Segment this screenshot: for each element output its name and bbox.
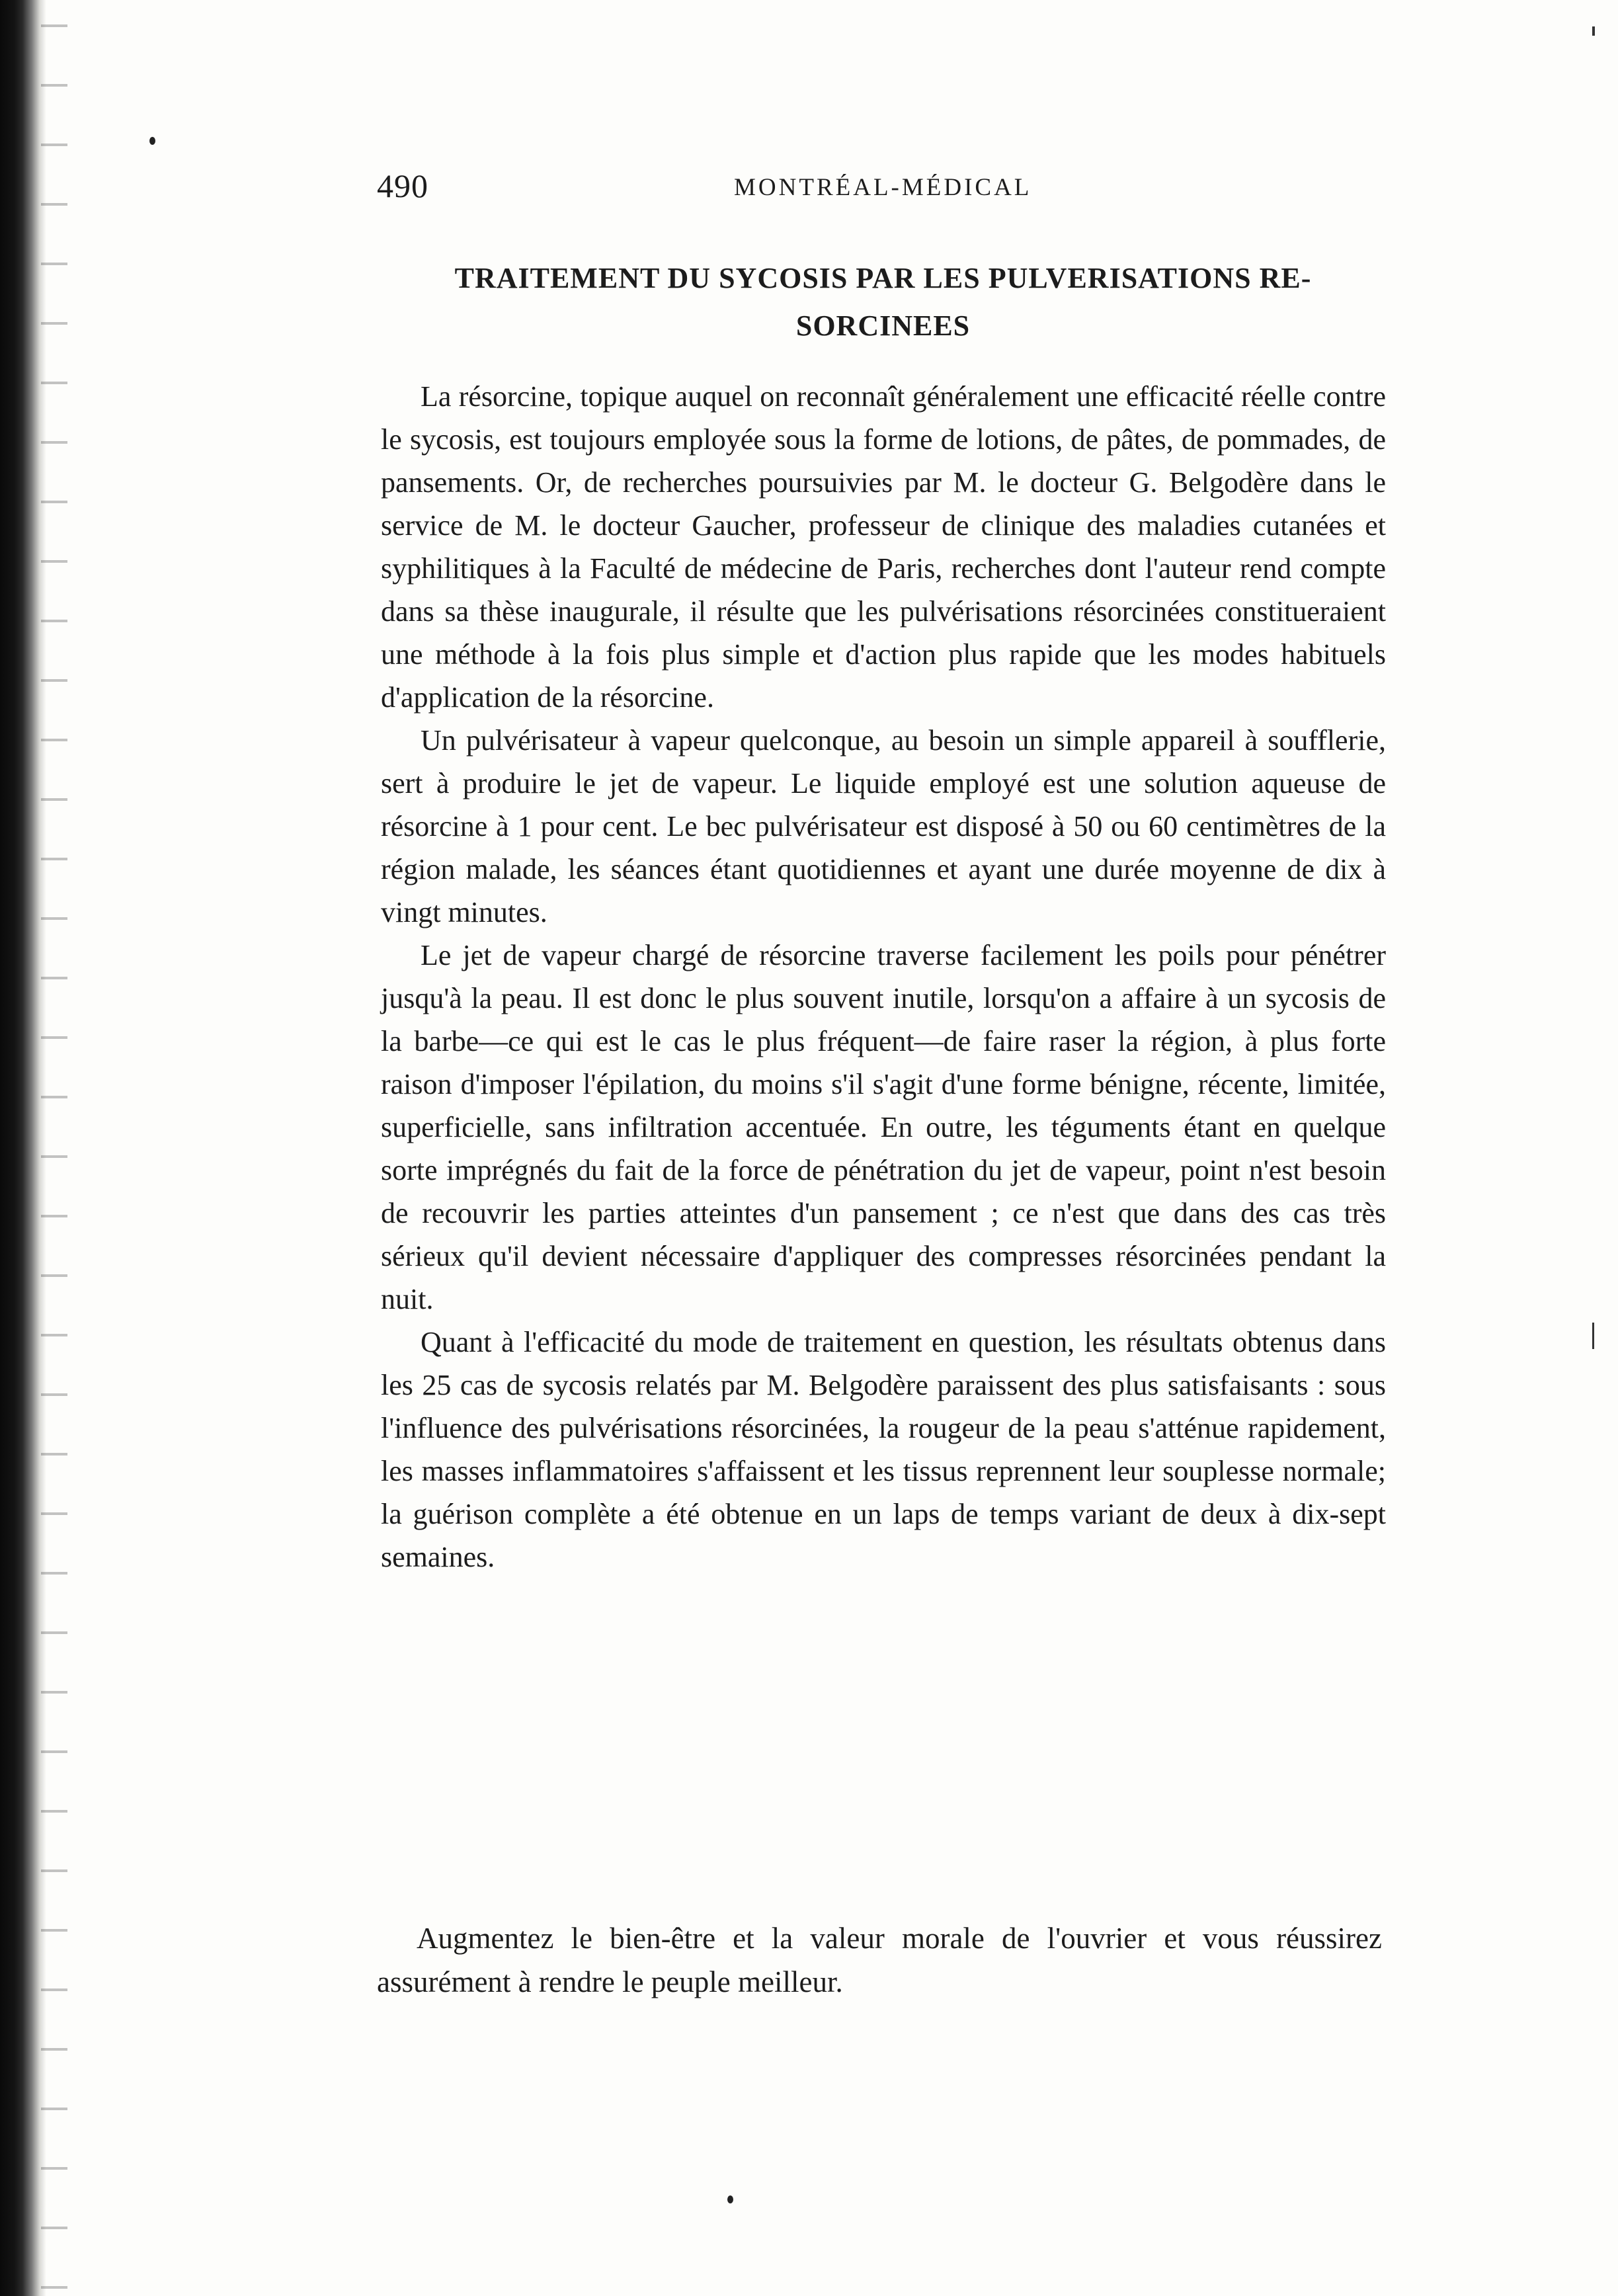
binding-speckle	[41, 0, 67, 2296]
margin-dot	[727, 2195, 733, 2203]
footer-quote	[377, 1916, 1382, 2004]
running-head: MONTRÉAL-MÉDICAL	[734, 174, 1032, 201]
margin-mark	[1592, 26, 1595, 36]
margin-dot	[149, 137, 155, 145]
article-body	[381, 375, 1386, 1578]
page-header	[377, 167, 1045, 213]
article-title	[382, 255, 1384, 350]
paragraph: Le jet de vapeur chargé de résorcine traverse facilement les poils pour pénétrer jusqu'à la peau. Il est donc le plus souvent inutile, lorsqu'on a affaire à un sycosis de la barbe—ce qui est le cas le plus fréquent—de faire raser la région, à plus forte raison d'imposer l'épilation, du moins s'il s'agit d'une forme bénigne, récente, limitée, superficielle, sans infiltration accentuée. En outre, les téguments étant en quelque sorte imprégnés du fait de la force de pénétration du jet de vapeur, point n'est besoin de recouvrir les parties atteintes d'un pansement ; ce n'est que dans des cas très sérieux qu'il devient nécessaire d'appliquer des compresses résorcinées pendant la nuit.	[381, 939, 1386, 1315]
article-title-line-1: TRAITEMENT DU SYCOSIS PAR LES PULVERISATIONS RE-	[454, 262, 1312, 294]
page-number: 490	[377, 167, 428, 204]
paragraph: Un pulvérisateur à vapeur quelconque, au besoin un simple appareil à soufflerie, sert à produire le jet de vapeur. Le liquide employé est une solution aqueuse de résorcine à 1 pour cent. Le bec pulvérisateur est disposé à 50 ou 60 centimètres de la région malade, les séances étant quotidiennes et ayant une durée moyenne de dix à vingt minutes.	[381, 724, 1386, 928]
page-binding-edge	[0, 0, 46, 2296]
paragraph: La résorcine, topique auquel on reconnaît généralement une efficacité réelle contre le sycosis, est toujours employée sous la forme de lotions, de pâtes, de pommades, de pansements. Or, de recherches poursuivies par M. le docteur G. Belgodère dans le service de M. le docteur Gaucher, professeur de clinique des maladies cutanées et syphilitiques à la Faculté de médecine de Paris, recherches dont l'auteur rend compte dans sa thèse inaugurale, il résulte que les pulvérisations résorcinées constitueraient une méthode à la fois plus simple et d'action plus rapide que les modes habituels d'application de la résorcine.	[381, 380, 1386, 714]
footer-quote-text: Augmentez le bien-être et la valeur morale de l'ouvrier et vous réussirez assurément à rendre le peuple meilleur.	[377, 1922, 1382, 1998]
paragraph: Quant à l'efficacité du mode de traitement en question, les résultats obtenus dans les 25 cas de sycosis relatés par M. Belgodère paraissent des plus satisfaisants : sous l'influence des pulvérisations résorcinées, la rougeur de la peau s'atténue rapidement, les masses inflammatoires s'affaissent et les tissus reprennent leur souplesse normale; la guérison complète a été obtenue en un laps de temps variant de deux à dix-sept semaines.	[381, 1326, 1386, 1573]
margin-mark	[1592, 1323, 1594, 1349]
article-title-line-2: SORCINEES	[795, 309, 971, 342]
